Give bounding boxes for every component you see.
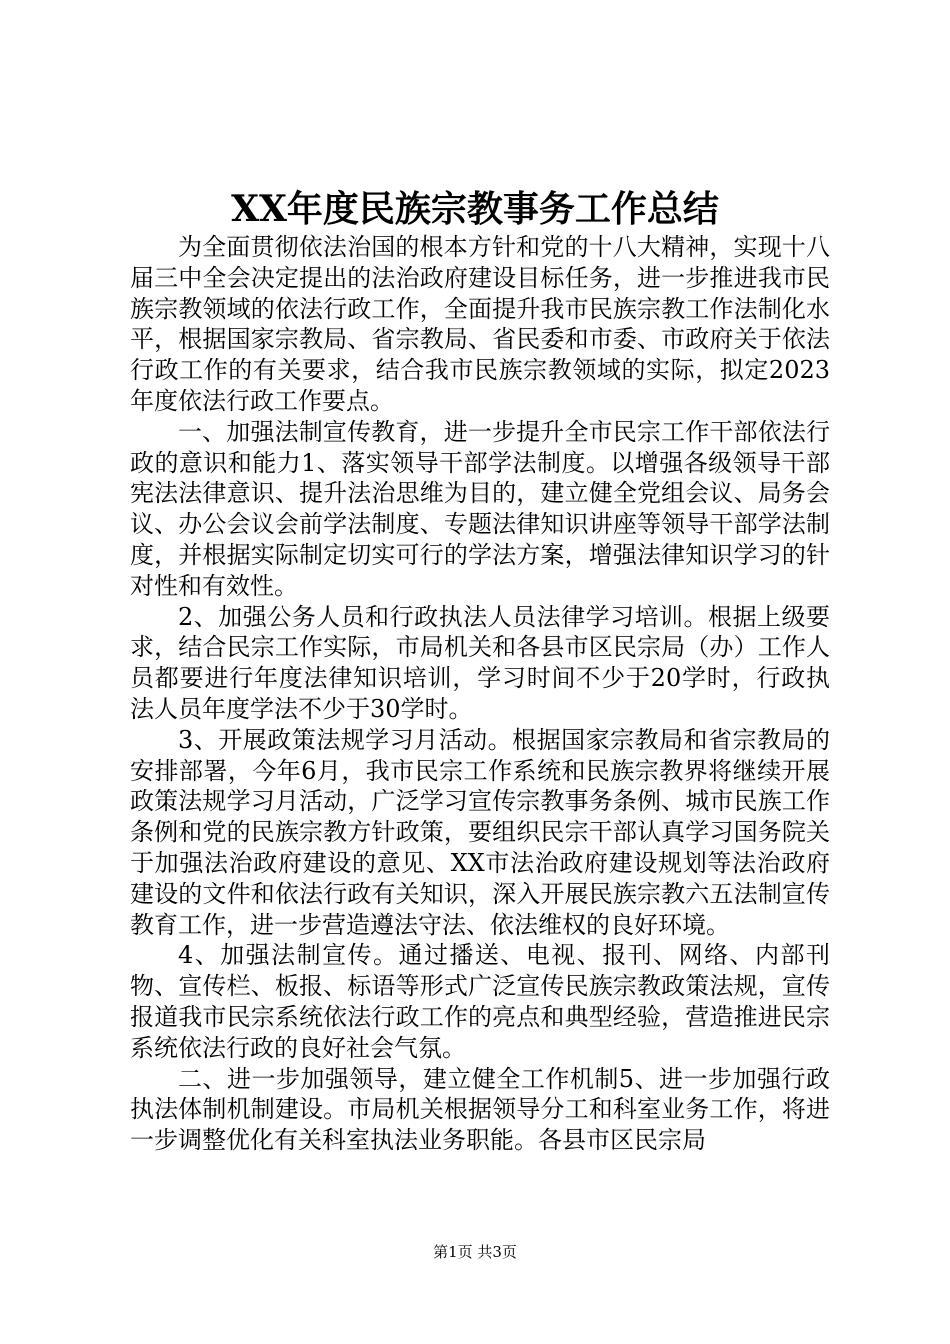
- paragraph-item-4: 4、加强法制宣传。通过播送、电视、报刊、网络、内部刊物、宣传栏、板报、标语等形式广泛宣传民族宗教政策法规，宣传报道我市民宗系统依法行政工作的亮点和典型经验，营造推进民宗系统依法行政的良好社会气氛。: [130, 941, 830, 1062]
- page-footer: 第1页 共3页: [433, 1243, 517, 1261]
- document-body: [130, 232, 830, 1156]
- paragraph-item-2: 2、加强公务人员和行政执法人员法律学习培训。根据上级要求，结合民宗工作实际，市局机关和各县市区民宗局（办）工作人员都要进行年度法律知识培训，学习时间不少于20学时，行政执法人员年度学法不少于30学时。: [130, 602, 830, 723]
- paragraph-section-2: 二、进一步加强领导，建立健全工作机制5、进一步加强行政执法体制机制建设。市局机关根据领导分工和科室业务工作，将进一步调整优化有关科室执法业务职能。各县市区民宗局: [130, 1064, 830, 1155]
- paragraph-intro: 为全面贯彻依法治国的根本方针和党的十八大精神，实现十八届三中全会决定提出的法治政府建设目标任务，进一步推进我市民族宗教领域的依法行政工作，全面提升我市民族宗教工作法制化水平，根据国家宗教局、省宗教局、省民委和市委、市政府关于依法行政工作的有关要求，结合我市民族宗教领域的实际，拟定2023年度依法行政工作要点。: [130, 233, 830, 415]
- paragraph-section-1: 一、加强法制宣传教育，进一步提升全市民宗工作干部依法行政的意识和能力1、落实领导干部学法制度。以增强各级领导干部宪法法律意识、提升法治思维为目的，建立健全党组会议、局务会议、办公会议会前学法制度、专题法律知识讲座等领导干部学法制度，并根据实际制定切实可行的学法方案，增强法律知识学习的针对性和有效性。: [130, 417, 830, 600]
- paragraph-item-3: 3、开展政策法规学习月活动。根据国家宗教局和省宗教局的安排部署，今年6月，我市民宗工作系统和民族宗教界将继续开展政策法规学习月活动，广泛学习宣传宗教事务条例、城市民族工作条例和党的民族宗教方针政策，要组织民宗干部认真学习国务院关于加强法治政府建设的意见、XX市法治政府建设规划等法治政府建设的文件和依法行政有关知识，深入开展民族宗教六五法制宣传教育工作，进一步营造遵法守法、依法维权的良好环境。: [130, 725, 830, 939]
- document-title: XX年度民族宗教事务工作总结: [231, 188, 719, 230]
